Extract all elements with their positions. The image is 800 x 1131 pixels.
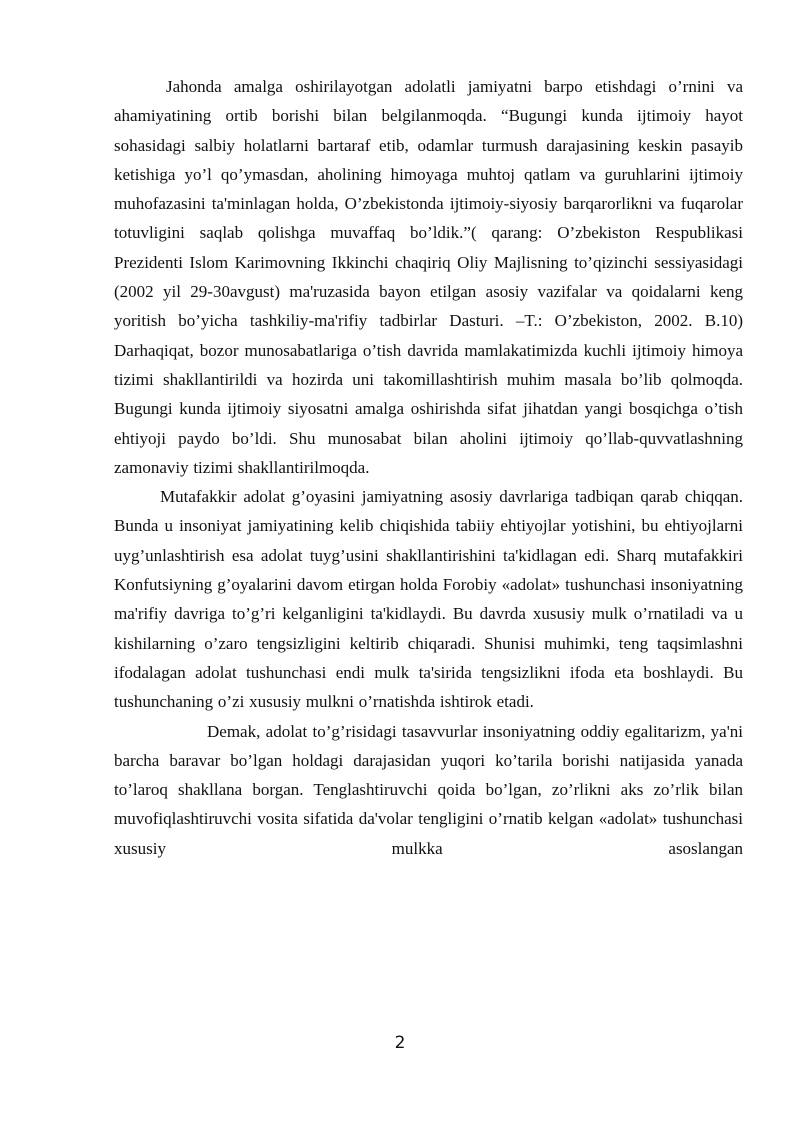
paragraph-1: Jahonda amalga oshirilayotgan adolatli jamiyatni barpo etishdagi o’rnini va ahamiyatining ortib borishi bilan belgilanmoqda. “Bugungi kunda ijtimoiy hayot sohasidagi salbiy holatlarni bartaraf etib, odamlar turmush darajasining keskin pasayib ketishiga yo’l qo’ymasdan, aholining himoyaga muhtoj qatlam va guruhlarini ijtimoiy muhofazasini ta'minlagan holda, O’zbekistonda ijtimoiy-siyosiy barqarorlikni va fuqarolar totuvligini saqlab qolishga muvaffaq bo’ldik.”( qarang: O’zbekiston Respublikasi Prezidenti Islom Karimovning Ikkinchi chaqiriq Oliy Majlisning to’qizinchi sessiyasidagi (2002 yil 29-30avgust) ma'ruzasida bayon etilgan asosiy vazifalar va qoidalarni keng yoritish bo’yicha tashkiliy-ma'rifiy tadbirlar Dasturi. –T.: O’zbekiston, 2002. B.10) Darhaqiqat, bozor munosabatlariga o’tish davrida mamlakatimizda kuchli ijtimoiy himoya tizimi shakllantirildi va hozirda uni takomillashtirish muhim masala bo’lib qolmoqda. Bugungi kunda ijtimoiy siyosatni amalga oshirishda sifat jihatdan yangi bosqichga o’tish ehtiyoji paydo bo’ldi. Shu munosabat bilan aholini ijtimoiy qo’llab-quvvatlashning zamonaviy tizimi shakllantirilmoqda. <box>114 77 743 477</box>
document-body <box>114 72 743 863</box>
paragraph-2: Mutafakkir adolat g’oyasini jamiyatning asosiy davrlariga tadbiqan qarab chiqqan. Bunda u insoniyat jamiyatining kelib chiqishida tabiiy ehtiyojlar yotishini, bu ehtiyojlarni uyg’unlashtirish esa adolat tuyg’usini shakllantirishini ta'kidlagan edi. Sharq mutafakkiri Konfutsiyning g’oyalarini davom etirgan holda Forobiy «adolat» tushunchasi insoniyatning ma'rifiy davriga to’g’ri kelganligini ta'kidlaydi. Bu davrda xususiy mulk o’rnatiladi va u kishilarning o’zaro tengsizligini keltirib chiqaradi. Shunisi muhimki, teng taqsimlashni ifodalagan adolat tushunchasi endi mulk ta'sirida tengsizlikni ifoda eta boshlaydi. Bu tushunchaning o’zi xususiy mulkni o’rnatishda ishtirok etadi. <box>114 487 743 712</box>
paragraph-3: Demak, adolat to’g’risidagi tasavvurlar insoniyatning oddiy egalitarizm, ya'ni barcha baravar bo’lgan holdagi darajasidan yuqori ko’tarila borishi natijasida yanada to’laroq shakllana borgan. Tenglashtiruvchi qoida bo’lgan, zo’rlikni aks zo’rlik bilan muvofiqlashtiruvchi vosita sifatida da'volar tengligini o’rnatib kelgan «adolat» tushunchasi xususiy mulkka asoslangan <box>114 721 743 858</box>
page-number: 2 <box>394 1033 406 1053</box>
